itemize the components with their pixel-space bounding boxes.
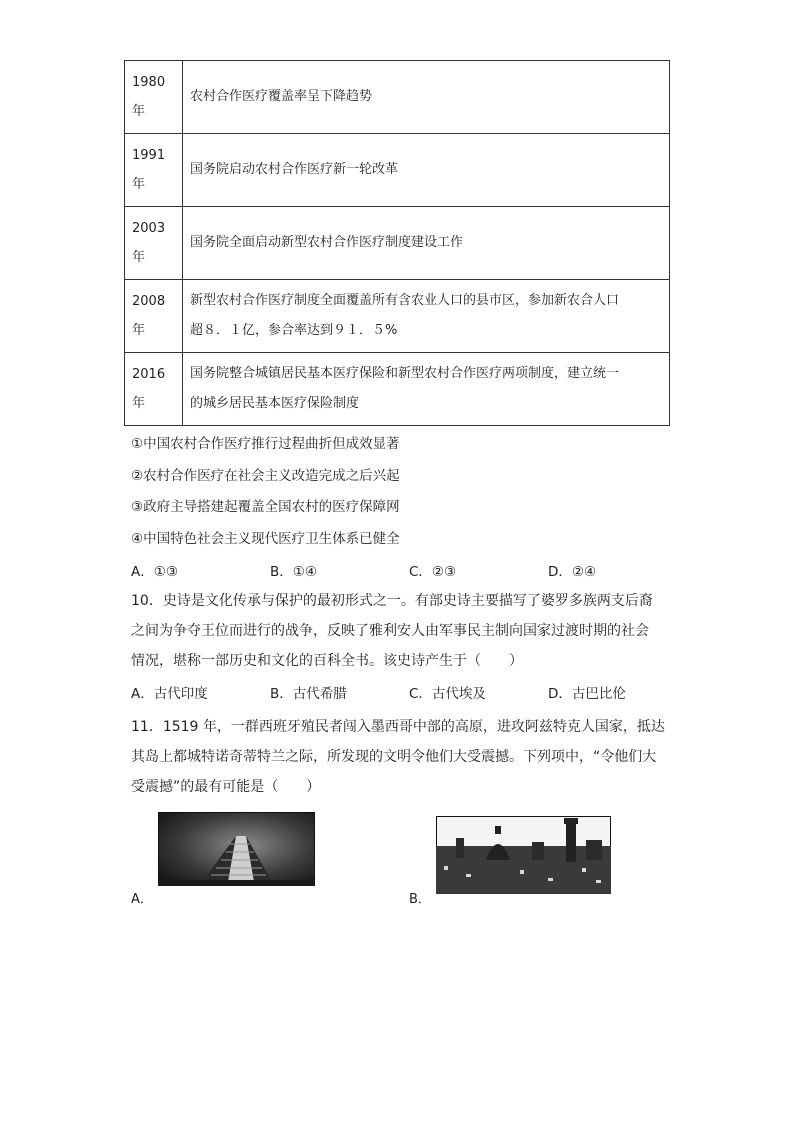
statement-2: ②农村合作医疗在社会主义改造完成之后兴起	[131, 468, 400, 484]
table-row	[125, 61, 670, 134]
table-row	[125, 353, 670, 426]
choice-a[interactable]: A．①③	[131, 564, 178, 580]
event-cell: 农村合作医疗覆盖率呈下降趋势	[183, 61, 670, 134]
year-cell: 1991 年	[125, 134, 183, 207]
option-b-label: B．	[409, 892, 431, 907]
statement-3: ③政府主导搭建起覆盖全国农村的医疗保障网	[131, 499, 400, 515]
statement-1: ①中国农村合作医疗推行过程曲折但成效显著	[131, 436, 400, 452]
choice-a[interactable]: A．古代印度	[131, 686, 208, 702]
year-cell: 1980 年	[125, 61, 183, 134]
choice-c[interactable]: C．②③	[409, 564, 457, 580]
year-cell: 2016 年	[125, 353, 183, 426]
year-cell: 2008 年	[125, 280, 183, 353]
choice-c[interactable]: C．古代埃及	[409, 686, 486, 702]
option-a-label: A．	[131, 892, 153, 907]
table-row	[125, 207, 670, 280]
choice-d[interactable]: D．②④	[548, 564, 597, 580]
question-11: 11．1519 年，一群西班牙殖民者闯入墨西哥中部的高原，进攻阿兹特克人国家，抵达 其岛上都城特诺奇蒂特兰之际，所发现的文明令他们大受震撼。下列项中，“令他们大 受震撼”的最有可能是（ ）	[131, 719, 665, 795]
table-row	[125, 280, 670, 353]
choice-b[interactable]: B．古代希腊	[270, 686, 347, 702]
city-skyline-photo	[436, 816, 611, 894]
event-cell: 新型农村合作医疗制度全面覆盖所有含农业人口的县市区，参加新农合人口 超８．１亿，参合率达到９１．５%	[183, 280, 670, 353]
choice-d[interactable]: D．古巴比伦	[548, 686, 626, 702]
option-b-image[interactable]	[436, 816, 611, 894]
option-a-image[interactable]	[158, 812, 315, 886]
timeline-table	[124, 60, 670, 426]
choice-b[interactable]: B．①④	[270, 564, 317, 580]
event-cell: 国务院启动农村合作医疗新一轮改革	[183, 134, 670, 207]
pyramid-photo	[158, 812, 315, 886]
table-row	[125, 134, 670, 207]
statement-4: ④中国特色社会主义现代医疗卫生体系已健全	[131, 531, 400, 547]
question-10: 10．史诗是文化传承与保护的最初形式之一。有部史诗主要描写了婆罗多族两支后裔 之间为争夺王位而进行的战争，反映了雅利安人由军事民主制向国家过渡时期的社会 情况，堪称一部历史和文化的百科全书。该史诗产生于（ ）	[131, 593, 653, 669]
event-cell: 国务院整合城镇居民基本医疗保险和新型农村合作医疗两项制度，建立统一 的城乡居民基本医疗保险制度	[183, 353, 670, 426]
event-cell: 国务院全面启动新型农村合作医疗制度建设工作	[183, 207, 670, 280]
year-cell: 2003 年	[125, 207, 183, 280]
